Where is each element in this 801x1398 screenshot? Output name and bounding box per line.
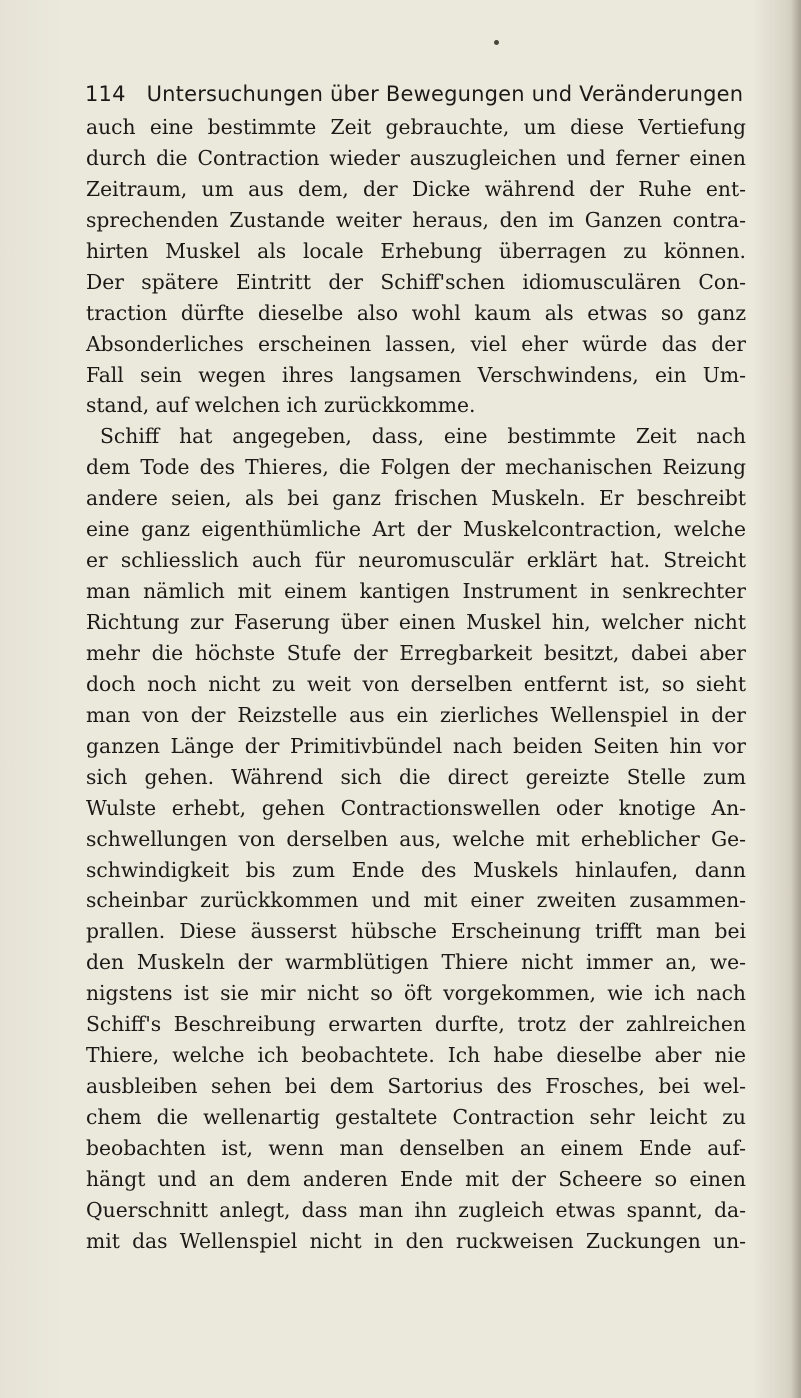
print-speck (494, 40, 499, 45)
text-line: prallen. Diese äusserst hübsche Erscheinung trifft man bei (86, 919, 746, 944)
running-title: Untersuchungen über Bewegungen und Veränderungen (146, 82, 744, 106)
text-line: eine ganz eigenthümliche Art der Muskelcontraction, welche (86, 517, 746, 542)
text-line: hirten Muskel als locale Erhebung überragen zu können. (86, 238, 746, 263)
text-line: nigstens ist sie mir nicht so öft vorgekommen, wie ich nach (86, 981, 746, 1006)
text-line: Querschnitt anlegt, dass man ihn zugleich etwas spannt, da- (86, 1197, 746, 1222)
text-line: Thiere, welche ich beobachtete. Ich habe dieselbe aber nie (86, 1043, 746, 1068)
text-line: hängt und an dem anderen Ende mit der Scheere so einen (86, 1166, 746, 1191)
text-line: scheinbar zurückkommen und mit einer zweiten zusammen- (86, 888, 746, 913)
text-line: Der spätere Eintritt der Schiff'schen idiomusculären Con- (86, 269, 746, 294)
text-line: auch eine bestimmte Zeit gebrauchte, um diese Vertiefung (86, 115, 746, 139)
text-line: sprechenden Zustande weiter heraus, den im Ganzen contra- (86, 207, 746, 232)
text-line: schwellungen von derselben aus, welche mit erheblicher Ge- (86, 826, 746, 851)
text-line: mehr die höchste Stufe der Erregbarkeit besitzt, dabei aber (86, 640, 746, 665)
text-line: traction dürfte dieselbe also wohl kaum als etwas so ganz (86, 300, 746, 325)
text-line: Schiff hat angegeben, dass, eine bestimmte Zeit nach (100, 424, 746, 449)
page-number: 114 (85, 82, 126, 106)
text-line: man nämlich mit einem kantigen Instrument in senkrechter (86, 579, 746, 604)
page-header (85, 82, 744, 116)
text-line: sich gehen. Während sich die direct gereizte Stelle zum (86, 764, 746, 789)
text-line: Schiff's Beschreibung erwarten durfte, trotz der zahlreichen (86, 1012, 746, 1037)
text-line: Absonderliches erscheinen lassen, viel eher würde das der (86, 331, 746, 356)
text-line: mit das Wellenspiel nicht in den ruckweisen Zuckungen un- (86, 1228, 746, 1253)
body-text (86, 112, 746, 1257)
text-line: er schliesslich auch für neuromusculär erklärt hat. Streicht (86, 548, 746, 573)
text-line: stand, auf welchen ich zurückkomme. (86, 393, 476, 418)
text-line: ausbleiben sehen bei dem Sartorius des Frosches, bei wel- (86, 1074, 746, 1099)
text-line: schwindigkeit bis zum Ende des Muskels hinlaufen, dann (86, 857, 746, 882)
page-edge-shadow (791, 0, 801, 1398)
text-line: Richtung zur Faserung über einen Muskel hin, welcher nicht (86, 610, 746, 634)
text-line: Fall sein wegen ihres langsamen Verschwindens, ein Um- (86, 362, 746, 387)
text-line: beobachten ist, wenn man denselben an einem Ende auf- (86, 1135, 746, 1160)
text-line: dem Tode des Thieres, die Folgen der mechanischen Reizung (86, 455, 746, 480)
text-line: durch die Contraction wieder auszugleichen und ferner einen (86, 145, 746, 170)
text-line: chem die wellenartig gestaltete Contraction sehr leicht zu (86, 1105, 746, 1129)
text-line: ganzen Länge der Primitivbündel nach beiden Seiten hin vor (86, 733, 746, 758)
text-line: andere seien, als bei ganz frischen Muskeln. Er beschreibt (86, 486, 746, 511)
text-line: den Muskeln der warmblütigen Thiere nicht immer an, we- (86, 950, 746, 975)
text-line: doch noch nicht zu weit von derselben entfernt ist, so sieht (86, 671, 746, 696)
text-line: Wulste erhebt, gehen Contractionswellen oder knotige An- (86, 795, 746, 820)
text-line: Zeitraum, um aus dem, der Dicke während der Ruhe ent- (86, 176, 746, 201)
text-line: man von der Reizstelle aus ein zierliches Wellenspiel in der (86, 702, 746, 727)
